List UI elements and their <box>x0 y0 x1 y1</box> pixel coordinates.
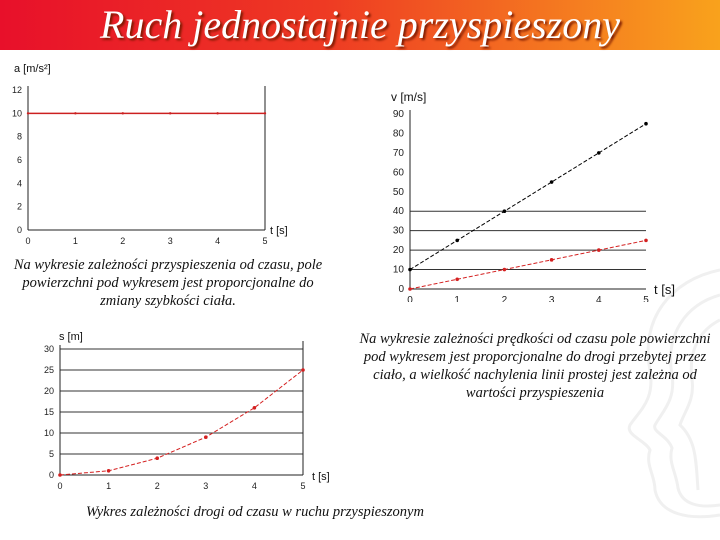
y-tick-label: 10 <box>392 264 404 276</box>
data-point <box>455 239 459 243</box>
data-point <box>155 456 159 460</box>
data-point <box>597 248 601 252</box>
y-tick-label: 8 <box>16 131 22 142</box>
series-line <box>410 240 646 289</box>
y-tick-label: 70 <box>392 147 404 159</box>
y-tick-label: 25 <box>43 365 54 375</box>
y-tick-label: 15 <box>43 407 54 417</box>
data-point <box>455 277 459 281</box>
x-tick-label: 2 <box>501 295 508 302</box>
data-point <box>408 268 412 272</box>
y-tick-label: 30 <box>392 225 404 237</box>
y-tick-label: 4 <box>16 178 22 189</box>
x-axis-label: t [s] <box>654 282 675 297</box>
x-tick-label: 0 <box>407 295 413 302</box>
x-tick-label: 5 <box>300 481 306 491</box>
y-tick-label: 10 <box>11 108 22 119</box>
y-axis-label: a [m/s²] <box>14 63 51 75</box>
y-tick-label: 0 <box>16 225 22 235</box>
data-point <box>408 287 412 291</box>
x-axis-label: t [s] <box>270 225 288 237</box>
x-tick-label: 4 <box>251 481 257 491</box>
y-tick-label: 12 <box>11 85 22 95</box>
y-tick-label: 10 <box>43 428 54 438</box>
x-tick-label: 5 <box>262 236 268 246</box>
acceleration-chart-caption: Na wykresie zależności przyspieszenia od czasu, pole powierzchni pod wykresem jest proporcjonalne do zmiany szybkości ciała. <box>13 257 323 309</box>
x-tick-label: 3 <box>203 481 209 491</box>
data-point <box>58 473 62 477</box>
data-point <box>107 469 111 473</box>
data-point <box>503 209 507 213</box>
title-banner <box>0 0 720 50</box>
data-point <box>301 368 305 372</box>
x-tick-label: 1 <box>72 236 78 246</box>
y-axis-label: s [m] <box>59 331 83 343</box>
y-tick-label: 30 <box>43 344 54 354</box>
y-tick-label: 60 <box>392 167 404 179</box>
data-point <box>253 406 257 410</box>
x-tick-label: 1 <box>454 295 460 302</box>
x-tick-label: 3 <box>167 236 173 246</box>
data-point <box>644 122 648 126</box>
data-point <box>27 112 29 114</box>
distance-chart-caption: Wykres zależności drogi od czasu w ruchu przyspieszonym <box>86 504 424 520</box>
y-tick-label: 20 <box>43 386 54 396</box>
x-tick-label: 0 <box>25 236 31 246</box>
x-tick-label: 4 <box>215 236 221 246</box>
slide-title: Ruch jednostajnie przyspieszony <box>100 2 620 47</box>
x-tick-label: 2 <box>154 481 160 491</box>
y-tick-label: 50 <box>392 186 404 198</box>
data-point <box>644 239 648 243</box>
x-tick-label: 0 <box>57 481 63 491</box>
y-tick-label: 0 <box>48 470 54 480</box>
data-point <box>597 151 601 155</box>
y-tick-label: 90 <box>392 109 404 120</box>
distance-time-chart <box>28 328 348 500</box>
x-axis-label: t [s] <box>312 471 330 483</box>
data-point <box>550 258 554 262</box>
data-point <box>550 180 554 184</box>
y-tick-label: 0 <box>398 284 404 295</box>
y-tick-label: 6 <box>16 155 22 165</box>
y-tick-label: 5 <box>48 449 54 459</box>
velocity-time-chart <box>378 84 698 302</box>
acceleration-time-chart <box>0 58 310 250</box>
data-point <box>216 112 218 114</box>
y-axis-label: v [m/s] <box>391 90 427 104</box>
x-tick-label: 2 <box>120 236 126 246</box>
y-tick-label: 80 <box>392 128 404 140</box>
x-tick-label: 5 <box>643 295 649 302</box>
data-point <box>169 112 171 114</box>
x-tick-label: 3 <box>548 295 555 302</box>
series-line <box>60 370 303 475</box>
data-point <box>74 112 76 114</box>
y-tick-label: 2 <box>16 201 22 212</box>
x-tick-label: 1 <box>106 481 112 491</box>
data-point <box>503 268 507 272</box>
data-point <box>264 112 266 114</box>
data-point <box>204 435 208 439</box>
y-tick-label: 20 <box>392 245 404 257</box>
data-point <box>122 112 124 114</box>
y-tick-label: 40 <box>392 206 404 218</box>
x-tick-label: 4 <box>596 295 602 302</box>
velocity-chart-caption: Na wykresie zależności prędkości od czasu pole powierzchni pod wykresem jest proporcjonalne do drogi przebytej przez ciało, a wielkość nachylenia linii prostej jest zależna od wartości przyspieszenia <box>359 331 711 401</box>
